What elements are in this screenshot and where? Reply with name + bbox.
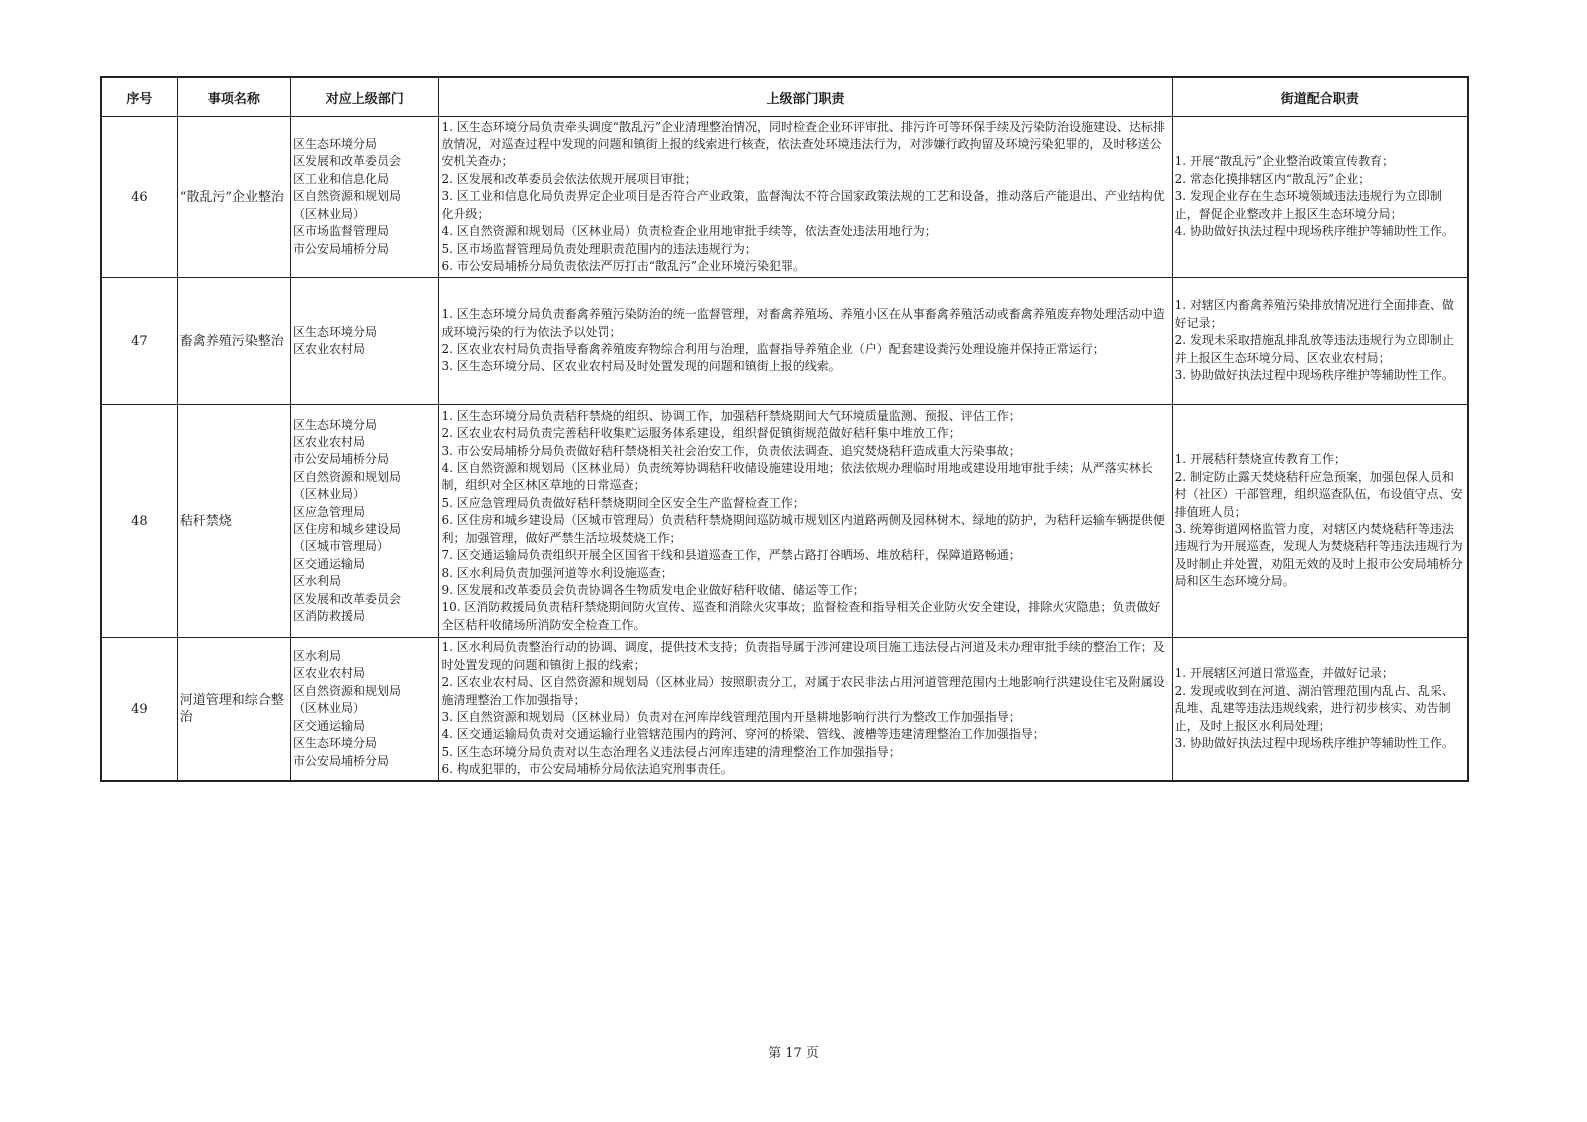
duty-table-sheet [100,76,1469,782]
upper-duty-item: 3. 市公安局埔桥分局负责做好秸秆禁烧相关社会治安工作，负责依法调查、追究焚烧秸秆造成重大污染事故； [441,443,1021,458]
upper-duty-item: 2. 区农业农村局、区自然资源和规划局（区林业局）按照职责分工，对属于农民非法占用河道管理范围内土地影响行洪建设住宅及附属设施清理整治工作加强指导； [441,675,1165,707]
row-upper-duties [439,638,1172,782]
row-departments [291,278,439,405]
department-line: 区生态环境分局 [293,324,378,339]
department-line: 市公安局埔桥分局 [293,452,390,467]
upper-duty-item: 6. 市公安局埔桥分局负责依法严厉打击“散乱污”企业环境污染犯罪。 [441,258,806,273]
table-row [101,117,1468,278]
department-line: 区应急管理局 [293,504,366,519]
row-item-name: 畜禽养殖污染整治 [177,278,290,405]
department-line: 区交通运输局 [293,556,366,571]
department-line: （区城市管理局） [293,539,390,554]
department-line: 区生态环境分局 [293,137,378,152]
department-line: 区自然资源和规划局 [293,469,402,484]
table-row [101,638,1468,782]
header-street: 街道配合职责 [1172,77,1468,117]
upper-duty-item: 5. 区生态环境分局负责对以生态治理名义违法侵占河库违建的清理整治工作加强指导； [441,744,901,759]
table-row [101,278,1468,405]
street-duty-item: 3. 统筹街道网格监管力度，对辖区内焚烧秸秆等违法违规行为开展巡查，发现人为焚烧秸秆等违法违规行为及时制止并处置，劝阻无效的及时上报市公安局埔桥分局和区生态环境分局。 [1174,522,1463,589]
street-duty-item: 2. 制定防止露天焚烧秸秆应急预案，加强包保人员和村（社区）干部管理，组织巡查队伍，布设值守点、安排值班人员； [1174,469,1463,519]
department-line: 区自然资源和规划局 [293,189,402,204]
upper-duty-item: 5. 区应急管理局负责做好秸秆禁烧期间全区安全生产监督检查工作； [441,495,805,510]
page-number: 第 17 页 [768,1046,819,1061]
header-seq: 序号 [101,77,177,117]
department-line: 区农业农村局 [293,666,366,681]
row-seq: 47 [101,278,177,405]
header-upper: 上级部门职责 [439,77,1172,117]
row-seq: 46 [101,117,177,278]
row-departments [291,117,439,278]
duty-table [100,76,1469,782]
street-duty-item: 2. 发现未采取措施乱排乱放等违法违规行为立即制止并上报区生态环境分局、区农业农村局； [1174,333,1454,365]
department-line: 区工业和信息化局 [293,171,390,186]
row-street-duties [1172,278,1468,405]
department-line: 区水利局 [293,649,342,664]
upper-duty-item: 6. 构成犯罪的，市公安局埔桥分局依法追究刑事责任。 [441,762,733,777]
header-dept: 对应上级部门 [291,77,439,117]
upper-duty-item: 5. 区市场监督管理局负责处理职责范围内的违法违规行为； [441,241,757,256]
department-line: （区林业局） [293,487,366,502]
department-line: （区林业局） [293,701,366,716]
upper-duty-item: 3. 区生态环境分局、区农业农村局及时处置发现的问题和镇街上报的线索。 [441,359,841,374]
upper-duty-item: 2. 区农业农村局负责指导畜禽养殖废弃物综合利用与治理，监督指导养殖企业（户）配套建设粪污处理设施并保持正常运行； [441,342,1105,356]
street-duty-item: 4. 协助做好执法过程中现场秩序维护等辅助性工作。 [1174,224,1454,239]
header-item: 事项名称 [177,77,290,117]
upper-duty-item: 9. 区发展和改革委员会负责协调各生物质发电企业做好秸秆收储、储运等工作； [441,582,865,597]
upper-duty-item: 7. 区交通运输局负责组织开展全区国省干线和县道巡查工作，严禁占路打谷晒场、堆放秸秆，保障道路畅通； [441,548,1021,563]
department-line: 市公安局埔桥分局 [293,753,390,768]
street-duty-item: 3. 发现企业存在生态环境领域违法违规行为立即制止，督促企业整改并上报区生态环境分局； [1174,189,1442,221]
row-item-name: 秸秆禁烧 [177,405,290,638]
row-upper-duties [439,278,1172,405]
upper-duty-item: 10. 区消防救援局负责秸秆禁烧期间防火宣传、巡查和消除火灾事故；监督检查和指导相关企业防火安全建设，排除火灾隐患；负责做好全区秸秆收储场所消防安全检查工作。 [441,600,1161,632]
upper-duty-item: 2. 区农业农村局负责完善秸秆收集贮运服务体系建设，组织督促镇街规范做好秸秆集中堆放工作； [441,426,961,441]
department-line: 区市场监督管理局 [293,224,390,239]
department-line: 区住房和城乡建设局 [293,522,402,536]
row-street-duties [1172,638,1468,782]
department-line: 市公安局埔桥分局 [293,241,390,256]
department-line: 区交通运输局 [293,718,366,733]
row-departments [291,405,439,638]
upper-duty-item: 8. 区水利局负责加强河道等水利设施巡查； [441,565,673,580]
street-duty-item: 3. 协助做好执法过程中现场秩序维护等辅助性工作。 [1174,368,1454,383]
street-duty-item: 2. 常态化摸排辖区内“散乱污”企业； [1174,171,1371,186]
department-line: （区林业局） [293,206,366,221]
row-departments [291,638,439,782]
department-line: 区发展和改革委员会 [293,154,402,169]
row-upper-duties [439,117,1172,278]
upper-duty-item: 3. 区工业和信息化局负责界定企业项目是否符合产业政策，监督淘汰不符合国家政策法规的工艺和设备，推动落后产能退出、产业结构优化升级； [441,189,1165,221]
street-duty-item: 2. 发现或收到在河道、湖泊管理范围内乱占、乱采、乱堆、乱建等违法违规线索，进行初步核实、劝告制止，及时上报区水利局处理； [1174,683,1454,733]
department-line: 区自然资源和规划局 [293,683,402,698]
upper-duty-item: 6. 区住房和城乡建设局（区城市管理局）负责秸秆禁烧期间巡防城市规划区内道路两侧及园林树木、绿地的防护，为秸秆运输车辆提供便利；加强管理，做好严禁生活垃圾焚烧工作； [441,513,1165,545]
street-duty-item: 3. 协助做好执法过程中现场秩序维护等辅助性工作。 [1174,736,1454,751]
table-row [101,405,1468,638]
row-item-name: 河道管理和综合整治 [177,638,290,782]
row-item-name: “散乱污”企业整治 [177,117,290,278]
department-line: 区水利局 [293,574,342,589]
department-line: 区发展和改革委员会 [293,591,402,606]
department-line: 区农业农村局 [293,342,366,356]
row-upper-duties [439,405,1172,638]
department-line: 区生态环境分局 [293,736,378,751]
row-street-duties [1172,117,1468,278]
row-seq: 48 [101,405,177,638]
upper-duty-item: 4. 区自然资源和规划局（区林业局）负责统筹协调秸秆收储设施建设用地；依法依规办理临时用地或建设用地审批手续；从严落实林长制，组织对全区林区草地的日常巡查； [441,461,1153,493]
table-header-row [101,77,1468,117]
upper-duty-item: 3. 区自然资源和规划局（区林业局）负责对在河库岸线管理范围内开垦耕地影响行洪行为整改工作加强指导； [441,710,1021,724]
street-duty-item: 1. 开展“散乱污”企业整治政策宣传教育； [1174,154,1395,169]
upper-duty-item: 4. 区交通运输局负责对交通运输行业管辖范围内的跨河、穿河的桥梁、管线、渡槽等违建清理整治工作加强指导； [441,727,1045,742]
street-duty-item: 1. 开展辖区河道日常巡查，并做好记录； [1174,666,1394,681]
row-seq: 49 [101,638,177,782]
street-duty-item: 1. 对辖区内畜禽养殖污染排放情况进行全面排查、做好记录； [1174,298,1454,330]
department-line: 区生态环境分局 [293,417,378,432]
upper-duty-item: 1. 区水利局负责整治行动的协调、调度，提供技术支持；负责指导属于涉河建设项目施工违法侵占河道及未办理审批手续的整治工作；及时处置发现的问题和镇街上报的线索； [441,640,1165,672]
upper-duty-item: 4. 区自然资源和规划局（区林业局）负责检查企业用地审批手续等，依法查处违法用地行为； [441,224,937,239]
upper-duty-item: 1. 区生态环境分局负责牵头调度“散乱污”企业清理整治情况，同时检查企业环评审批、排污许可等环保手续及污染防治设施建设、达标排放情况，对巡查过程中发现的问题和镇街上报的线索进行核查，依法查处环境违法行为，对涉嫌行政拘留及环境污染犯罪的，及时移送公安机关查办； [441,119,1166,169]
street-duty-item: 1. 开展秸秆禁烧宣传教育工作； [1174,452,1346,467]
upper-duty-item: 1. 区生态环境分局负责畜禽养殖污染防治的统一监督管理，对畜禽养殖场、养殖小区在从事畜禽养殖活动或畜禽养殖废弃物处理活动中造成环境污染的行为依法予以处罚； [441,307,1165,339]
department-line: 区农业农村局 [293,434,366,449]
row-street-duties [1172,405,1468,638]
department-line: 区消防救援局 [293,609,366,624]
upper-duty-item: 2. 区发展和改革委员会依法依规开展项目审批； [441,171,697,186]
upper-duty-item: 1. 区生态环境分局负责秸秆禁烧的组织、协调工作，加强秸秆禁烧期间大气环境质量监测、预报、评估工作； [441,408,1021,423]
